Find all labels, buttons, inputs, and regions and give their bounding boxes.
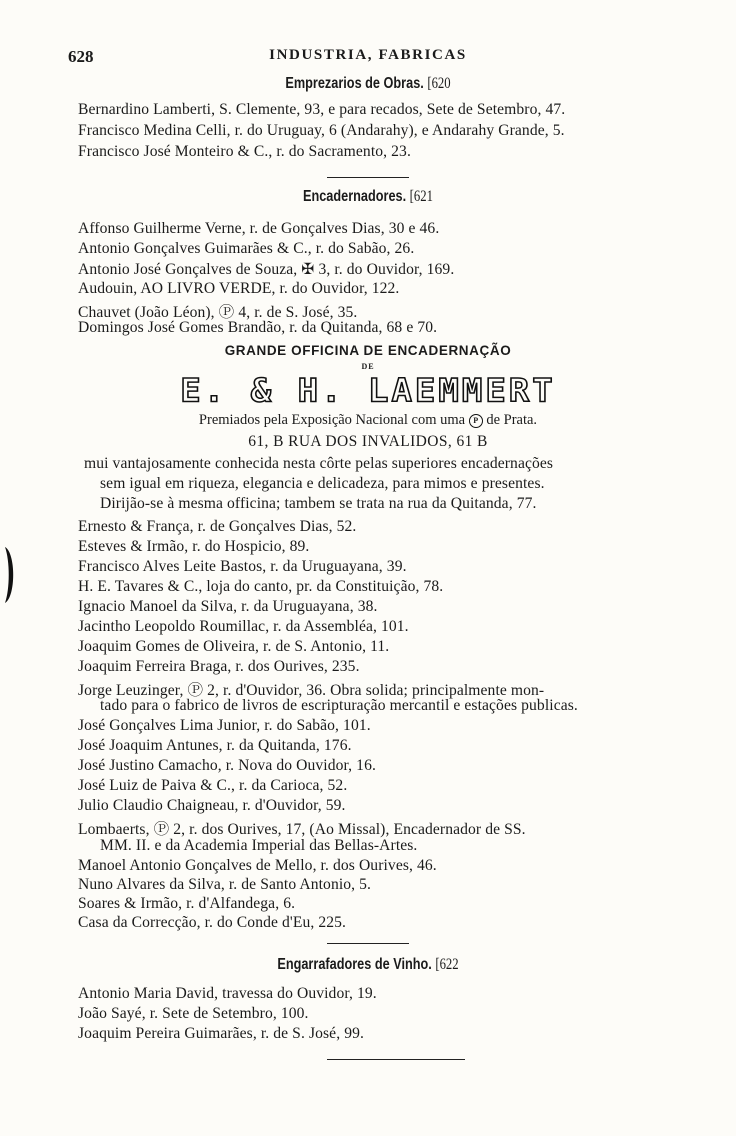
advert-heading: GRANDE OFFICINA DE ENCADERNAÇÃO — [224, 343, 512, 358]
list-item: José Luiz de Paiva & C., r. da Carioca, 52. — [78, 777, 348, 794]
advert-text: sem igual em riqueza, elegancia e delicadeza, para mimos e presentes. — [100, 475, 545, 492]
list-item: Joaquim Pereira Guimarães, r. de S. José, 99. — [78, 1025, 364, 1042]
section-number: [620 — [427, 75, 451, 92]
section-divider — [327, 177, 409, 178]
advert-text: mui vantajosamente conhecida nesta côrte pelas superiores encadernações — [84, 455, 554, 472]
list-item: Nuno Alvares da Silva, r. de Santo Antonio, 5. — [78, 876, 372, 893]
list-item-continuation: MM. II. e da Academia Imperial das Bellas-Artes. — [100, 837, 418, 854]
list-item: Chauvet (João Léon), Ⓟ 4, r. de S. José, 35. — [78, 304, 358, 321]
award-text: de Prata. — [486, 412, 538, 428]
list-item: Joaquim Gomes de Oliveira, r. de S. Antonio, 11. — [78, 638, 390, 655]
list-item: Bernardino Lamberti, S. Clemente, 93, e para recados, Sete de Setembro, 47. — [78, 101, 566, 118]
section-title-emprezarios — [66, 75, 670, 93]
section-number: [622 — [435, 956, 459, 973]
list-item: José Justino Camacho, r. Nova do Ouvidor, 16. — [78, 757, 376, 774]
section-title-engarrafadores — [66, 956, 670, 974]
list-item: Soares & Irmão, r. d'Alfandega, 6. — [78, 895, 296, 912]
list-item: Antonio Gonçalves Guimarães & C., r. do Sabão, 26. — [78, 240, 415, 257]
list-item: Jorge Leuzinger, Ⓟ 2, r. d'Ouvidor, 36. Obra solida; principalmente mon- — [78, 682, 545, 699]
section-divider — [327, 1059, 465, 1060]
section-title-text: Emprezarios de Obras. — [285, 75, 424, 92]
section-title-text: Encadernadores. — [303, 188, 407, 205]
list-item: Francisco José Monteiro & C., r. do Sacramento, 23. — [78, 143, 411, 160]
binding-stamp-icon — [2, 545, 18, 605]
list-item-continuation: tado para o fabrico de livros de escripturação mercantil e estações publicas. — [100, 697, 578, 714]
section-divider — [327, 943, 409, 944]
advert-award-line — [0, 412, 736, 429]
advert-text: Dirijão-se à mesma officina; tambem se trata na rua da Quitanda, 77. — [100, 495, 537, 512]
list-item: Antonio José Gonçalves de Souza, ✠ 3, r. do Ouvidor, 169. — [78, 261, 455, 278]
list-item: Joaquim Ferreira Braga, r. dos Ourives, 235. — [78, 658, 360, 675]
section-title-encadernadores — [66, 188, 670, 206]
section-number: [621 — [409, 188, 433, 205]
list-item: Esteves & Irmão, r. do Hospicio, 89. — [78, 538, 310, 555]
list-item: José Joaquim Antunes, r. da Quitanda, 176. — [78, 737, 352, 754]
list-item: Audouin, AO LIVRO VERDE, r. do Ouvidor, 122. — [78, 280, 400, 297]
list-item: Francisco Alves Leite Bastos, r. da Uruguayana, 39. — [78, 558, 407, 575]
list-item: Affonso Guilherme Verne, r. de Gonçalves Dias, 30 e 46. — [78, 220, 440, 237]
list-item: João Sayé, r. Sete de Setembro, 100. — [78, 1005, 309, 1022]
medal-icon: P — [469, 414, 483, 428]
list-item: José Gonçalves Lima Junior, r. do Sabão, 101. — [78, 717, 371, 734]
list-item: Casa da Correcção, r. do Conde d'Eu, 225. — [78, 914, 347, 931]
advert-firm-name: E. & H. LAEMMERT — [180, 372, 556, 410]
advert-address: 61, B RUA DOS INVALIDOS, 61 B — [248, 433, 488, 450]
section-title-text: Engarrafadores de Vinho. — [277, 956, 432, 973]
running-title: INDUSTRIA, FABRICAS — [269, 47, 467, 63]
list-item: Antonio Maria David, travessa do Ouvidor, 19. — [78, 985, 377, 1002]
list-item: Domingos José Gomes Brandão, r. da Quitanda, 68 e 70. — [78, 319, 438, 336]
list-item: Julio Claudio Chaigneau, r. d'Ouvidor, 59. — [78, 797, 346, 814]
list-item: H. E. Tavares & C., loja do canto, pr. da Constituição, 78. — [78, 578, 444, 595]
advert-de: DE — [361, 362, 375, 371]
page-number: 628 — [68, 47, 94, 66]
list-item: Manoel Antonio Gonçalves de Mello, r. dos Ourives, 46. — [78, 857, 437, 874]
page-header — [0, 47, 736, 69]
award-text: Premiados pela Exposição Nacional com uma — [198, 412, 466, 428]
list-item: Lombaerts, Ⓟ 2, r. dos Ourives, 17, (Ao Missal), Encadernador de SS. — [78, 821, 526, 838]
list-item: Ignacio Manoel da Silva, r. da Uruguayana, 38. — [78, 598, 378, 615]
list-item: Jacintho Leopoldo Roumillac, r. da Assembléa, 101. — [78, 618, 409, 635]
list-item: Francisco Medina Celli, r. do Uruguay, 6 (Andarahy), e Andarahy Grande, 5. — [78, 122, 565, 139]
list-item: Ernesto & França, r. de Gonçalves Dias, 52. — [78, 518, 357, 535]
